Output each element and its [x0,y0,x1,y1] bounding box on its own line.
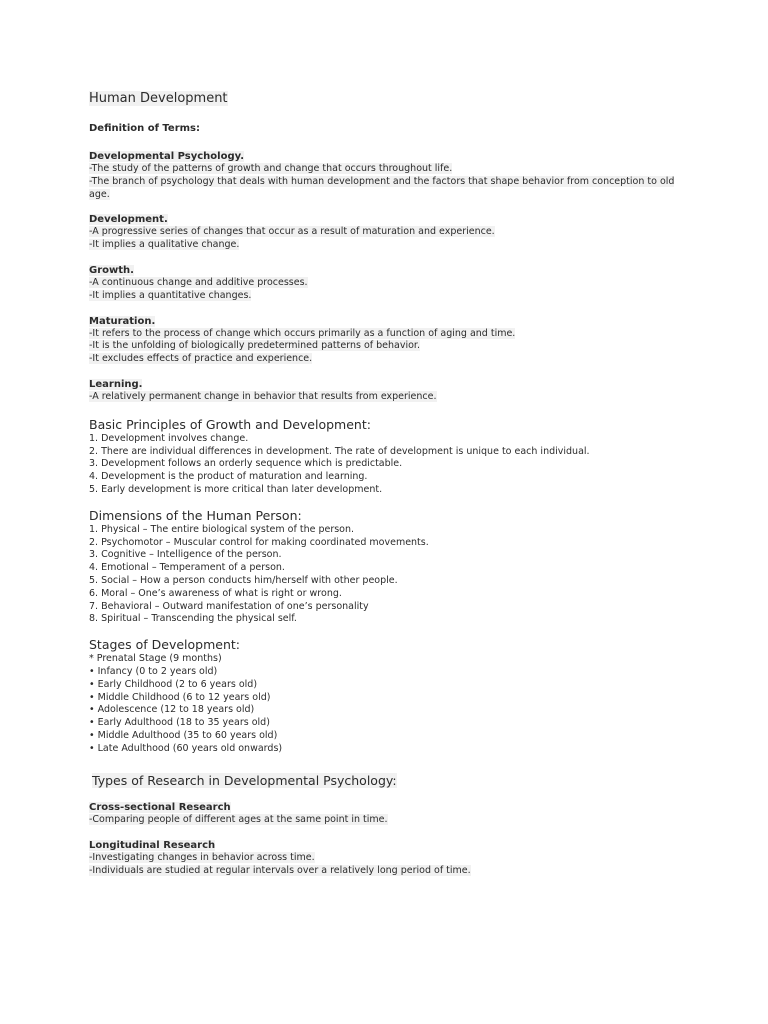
term-line [89,328,689,341]
list-item: 2. Psychomotor – Muscular control for making coordinated movements. [89,536,429,548]
research-line [89,865,689,878]
research-type-name [89,839,689,852]
term-name-text: Learning. [89,378,143,390]
research-heading-text: Types of Research in Developmental Psychology: [92,772,397,788]
term-line [89,176,689,189]
term-name [89,315,689,328]
term-line [89,163,689,176]
research-type-name-text: Longitudinal Research [89,840,216,852]
term-growth [89,264,689,303]
list-item: 1. Development involves change. [89,432,249,444]
term-line [89,391,689,404]
document-title [89,90,689,108]
research-line-text: -Comparing people of different ages at the same point in time. [89,813,388,825]
term-maturation [89,315,689,366]
list-item: 1. Physical – The entire biological system of the person. [89,523,355,535]
term-name [89,213,689,226]
list-item: • Early Adulthood (18 to 35 years old) [89,717,270,729]
list-item: 4. Emotional – Temperament of a person. [89,562,285,574]
term-name [89,264,689,277]
list-item: • Adolescence (12 to 18 years old) [89,704,255,716]
term-line [89,239,689,252]
research-heading [92,772,689,789]
list-item: 3. Development follows an orderly sequence which is predictable. [89,458,403,470]
document-title-text: Human Development [89,91,228,106]
list-item: • Middle Adulthood (35 to 60 years old) [89,729,278,741]
term-line-text: -The branch of psychology that deals with human development and the factors that shape behavior from conception to old [89,175,675,187]
list-item: * Prenatal Stage (9 months) [89,653,222,665]
term-developmental-psychology [89,150,689,201]
list-item: • Infancy (0 to 2 years old) [89,665,218,677]
list-item: • Middle Childhood (6 to 12 years old) [89,691,271,703]
term-development [89,213,689,252]
list-item: 5. Social – How a person conducts him/herself with other people. [89,574,398,586]
term-name-text: Developmental Psychology. [89,151,244,162]
research-line [89,814,689,827]
term-learning [89,378,689,404]
list-item: 5. Early development is more critical than later development. [89,483,383,495]
term-line-text: -A progressive series of changes that occur as a result of maturation and experience. [89,226,495,238]
principles-section [89,416,689,497]
term-name [89,150,689,163]
term-name [89,378,689,391]
list-item: 3. Cognitive – Intelligence of the person. [89,549,282,561]
term-line-text: -It refers to the process of change which occurs primarily as a function of aging and time. [89,327,516,339]
research-type-cross-sectional [89,801,689,827]
definitions-label: Definition of Terms: [89,123,201,134]
list-item: 4. Development is the product of maturation and learning. [89,471,368,483]
stages-section [89,636,689,755]
term-line-text: -It implies a qualitative change. [89,239,240,251]
list-item: 8. Spiritual – Transcending the physical self. [89,613,297,625]
research-line-text: -Investigating changes in behavior across time. [89,852,315,864]
term-line [89,189,689,202]
term-name-text: Growth. [89,264,134,276]
term-line [89,340,689,353]
term-line-text: -It is the unfolding of biologically predetermined patterns of behavior. [89,340,420,352]
term-line [89,277,689,290]
term-line-text: -It implies a quantitative changes. [89,289,252,301]
research-type-longitudinal [89,839,689,878]
term-line-text: age. [89,188,110,200]
section-heading: Stages of Development: [89,637,240,653]
research-line-text: -Individuals are studied at regular intervals over a relatively long period of time. [89,865,471,877]
research-type-name-text: Cross-sectional Research [89,801,231,813]
research-line [89,852,689,865]
term-line-text: -The study of the patterns of growth and change that occurs throughout life. [89,163,453,174]
list-item: 2. There are individual differences in development. The rate of development is unique to each individual. [89,445,590,457]
term-name-text: Maturation. [89,315,156,327]
section-heading: Dimensions of the Human Person: [89,507,302,523]
list-item: 6. Moral – One’s awareness of what is right or wrong. [89,587,342,599]
term-line [89,353,689,366]
term-line [89,226,689,239]
term-line-text: -A continuous change and additive processes. [89,276,308,288]
research-type-name [89,801,689,814]
list-item: 7. Behavioral – Outward manifestation of one’s personality [89,600,369,612]
term-line [89,290,689,303]
term-line-text: -It excludes effects of practice and experience. [89,353,313,365]
document-page [89,90,689,891]
list-item: • Early Childhood (2 to 6 years old) [89,678,258,690]
term-line-text: -A relatively permanent change in behavior that results from experience. [89,390,437,402]
term-name-text: Development. [89,214,168,226]
dimensions-section [89,507,689,626]
section-heading: Basic Principles of Growth and Development: [89,416,371,432]
list-item: • Late Adulthood (60 years old onwards) [89,742,283,754]
